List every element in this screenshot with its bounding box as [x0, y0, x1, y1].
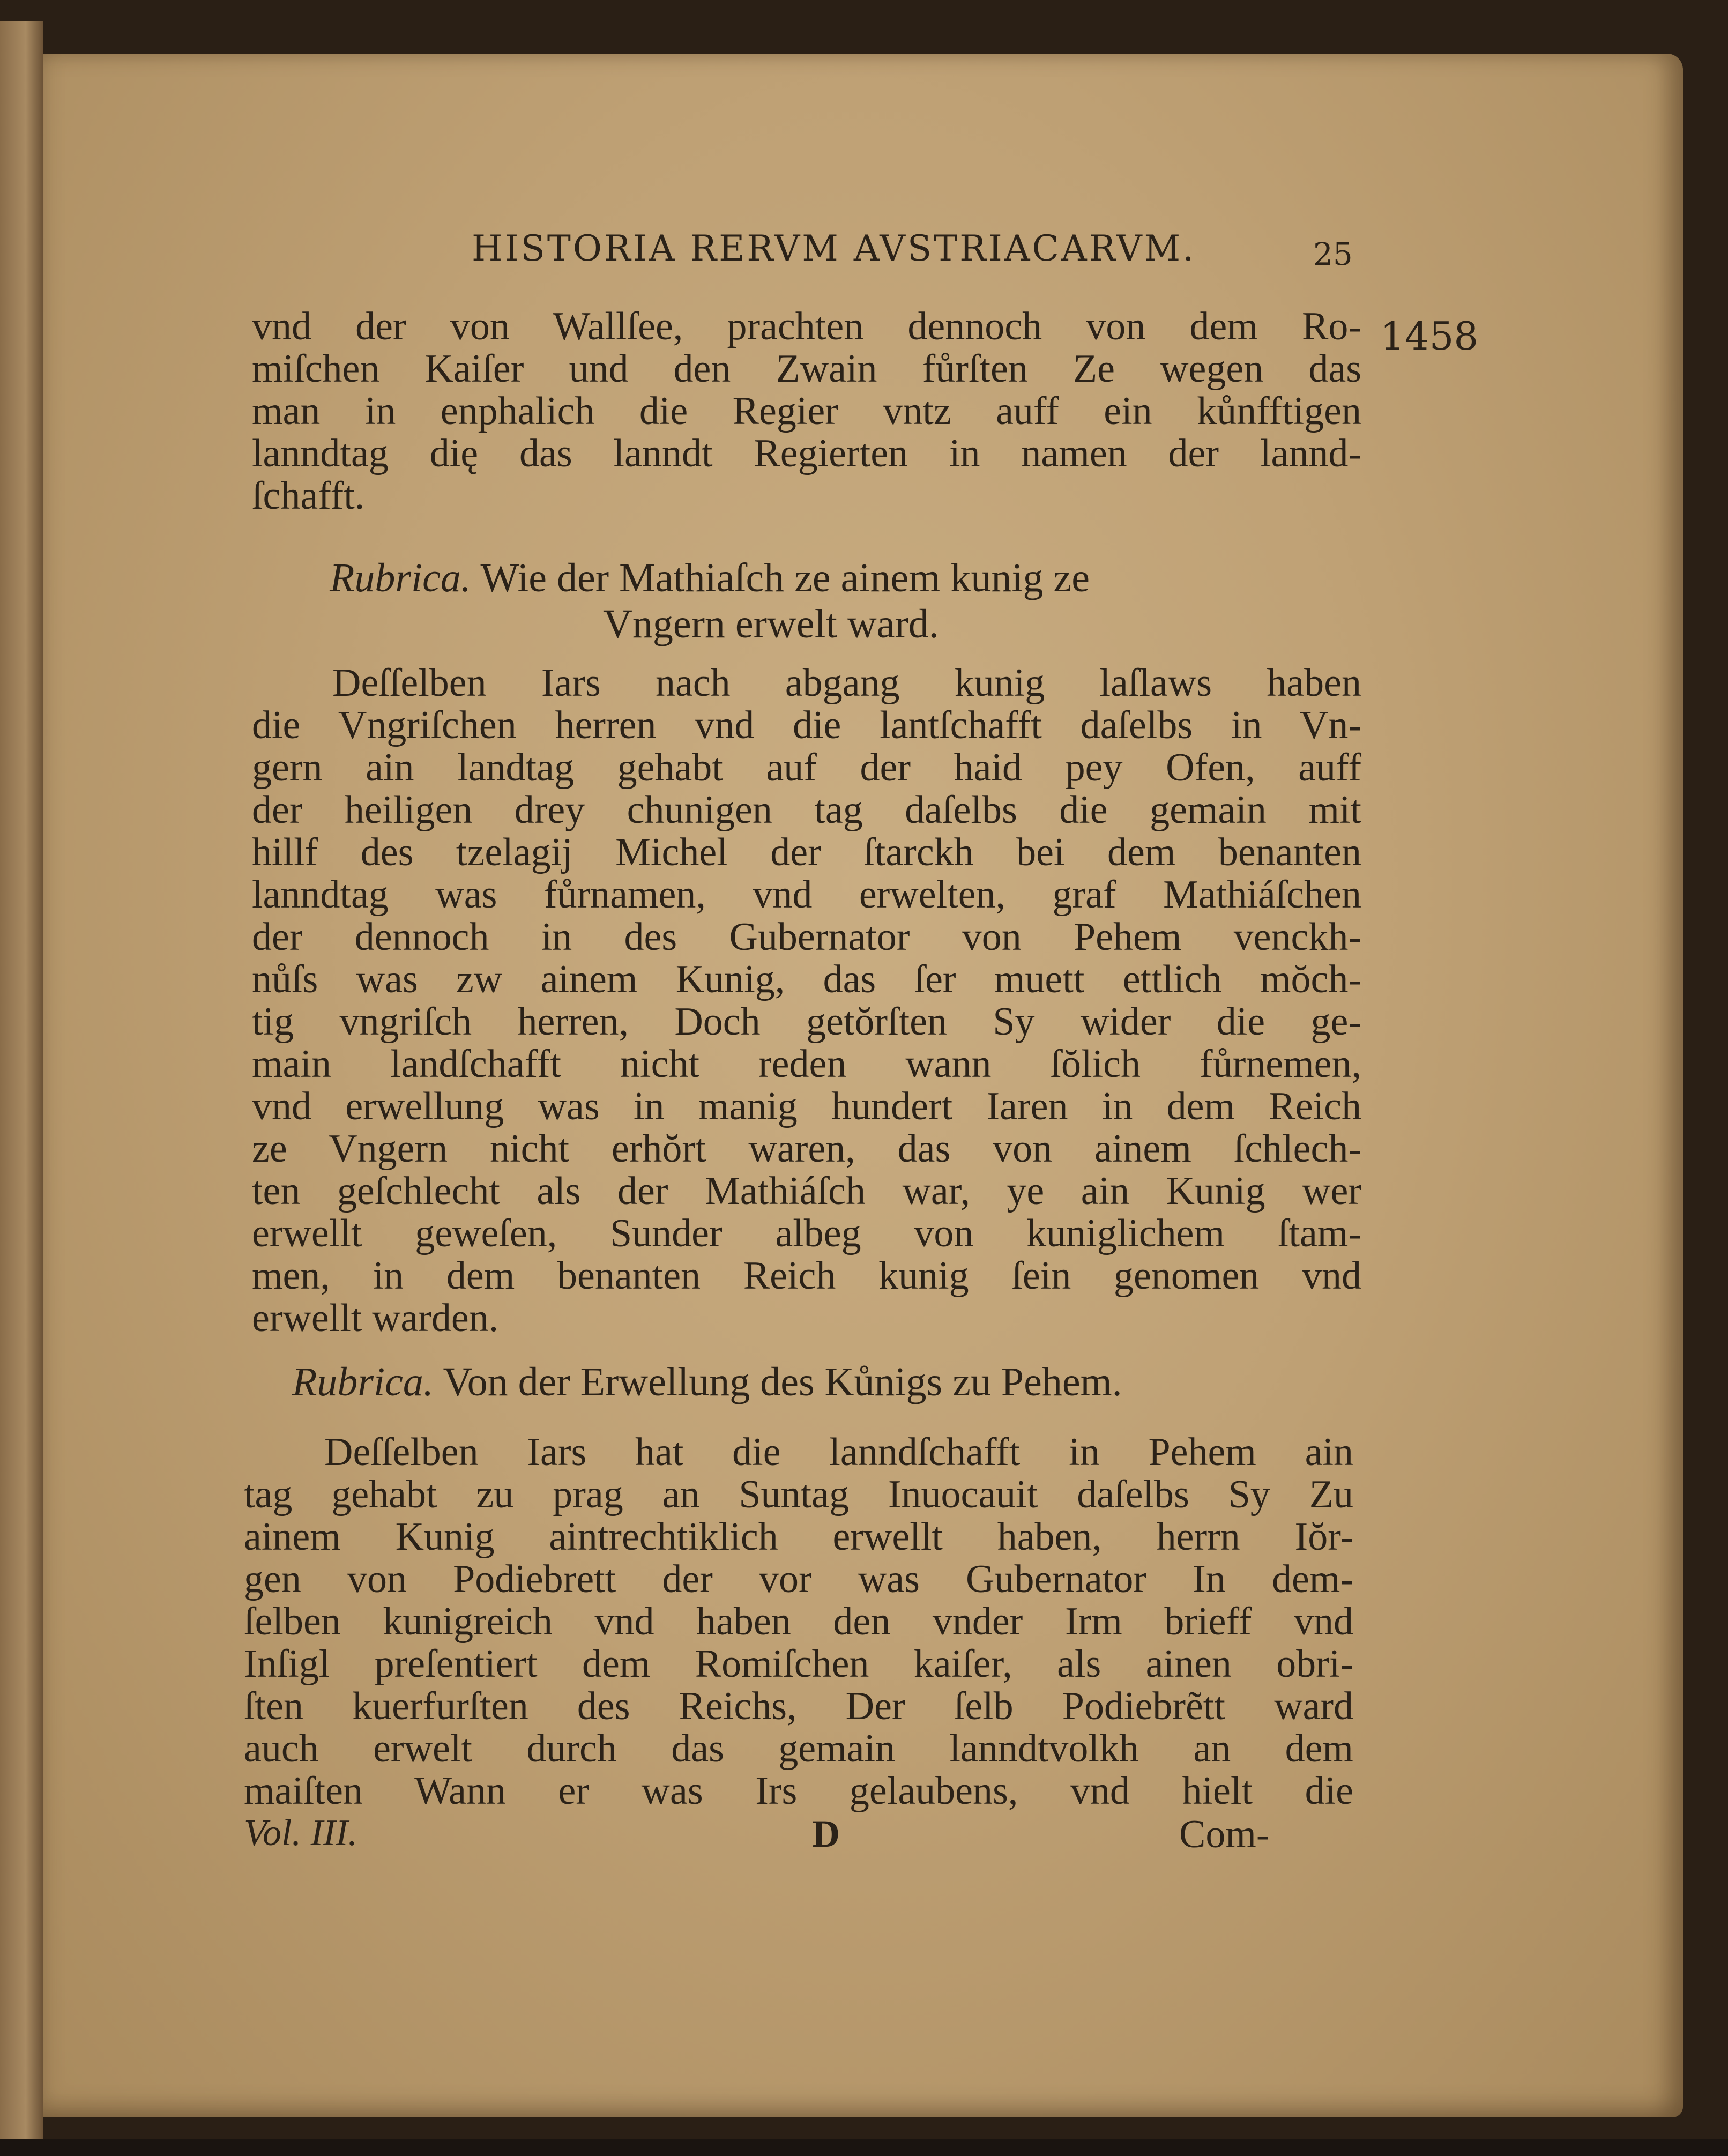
text-line: Deſſelben Iars hat die lanndſchafft in Pehem ain [324, 1430, 1353, 1474]
running-title: HISTORIA RERVM AVSTRIACARVM. [472, 228, 1196, 269]
rubric-title-line2: Vngern erwelt ward. [603, 601, 939, 646]
text-line: lanndtag was fůrnamen, vnd erwelten, graf Mathiáſchen [252, 873, 1361, 917]
text-line: vnd erwellung was in manig hundert Iaren in dem Reich [252, 1084, 1361, 1128]
text-line: maiſten Wann er was Irs gelaubens, vnd hielt die [244, 1769, 1353, 1813]
text-line: die Vngriſchen herren vnd die lantſchafft daſelbs in Vn- [252, 703, 1361, 747]
scan-bottom-edge [0, 2139, 1728, 2156]
left-page-edge [0, 21, 43, 2156]
text-line: auch erwelt durch das gemain lanndtvolkh an dem [244, 1727, 1353, 1771]
page-number: 25 [1313, 236, 1353, 272]
text-line: hillf des tzelagij Michel der ſtarckh bei dem benanten [252, 830, 1361, 874]
text-line: der dennoch in des Gubernator von Pehem venckh- [252, 915, 1361, 959]
text-line: lanndtag dię das lanndt Regierten in namen der lannd- [252, 432, 1361, 475]
text-line: der heiligen drey chunigen tag daſelbs die gemain mit [252, 788, 1361, 832]
text-line: ſchafft. [252, 474, 365, 518]
text-line: Inſigl preſentiert dem Romiſchen kaiſer, als ainen obri- [244, 1642, 1353, 1686]
text-line: tig vngriſch herren, Doch getŏrſten Sy wider die ge- [252, 1000, 1361, 1044]
text-line: nůſs was zw ainem Kunig, das ſer muett ettlich mŏch- [252, 957, 1361, 1001]
paragraph-2 [252, 662, 1361, 1340]
text-line: tag gehabt zu prag an Suntag Inuocauit daſelbs Sy Zu [244, 1473, 1353, 1516]
text-line: main landſchafft nicht reden wann ſŏlich fůrnemen, [252, 1042, 1361, 1086]
text-line: ſelben kunigreich vnd haben den vnder Irm brieff vnd [244, 1600, 1353, 1644]
text-line: vnd der von Wallſee, prachten dennoch von dem Ro- [252, 304, 1361, 348]
rubric-label: Rubrica. [292, 1359, 434, 1404]
text-line: ainem Kunig aintrechtiklich erwellt haben, herrn Iŏr- [244, 1515, 1353, 1559]
text-line: erwellt warden. [252, 1296, 499, 1340]
paragraph-3 [244, 1431, 1353, 1812]
rubric-heading-2 [292, 1359, 1364, 1405]
text-line: erwellt geweſen, Sunder albeg von kuniglichem ſtam- [252, 1211, 1361, 1255]
volume-label: Vol. III. [244, 1812, 357, 1854]
text-line: gern ain landtag gehabt auf der haid pey Ofen, auff [252, 746, 1361, 790]
rubric-title: Von der Erwellung des Kůnigs zu Pehem. [443, 1359, 1122, 1404]
rubric-heading-1 [330, 555, 1348, 647]
catchword: Com- [1179, 1812, 1270, 1856]
text-line: ze Vngern nicht erhŏrt waren, das von ainem ſchlech- [252, 1127, 1361, 1171]
text-line: ten geſchlecht als der Mathiáſch war, ye ain Kunig wer [252, 1169, 1361, 1213]
rubric-label: Rubrica. [330, 555, 471, 600]
text-line: gen von Podiebrett der vor was Gubernator In dem- [244, 1557, 1353, 1601]
text-line: miſchen Kaiſer und den Zwain fůrſten Ze wegen das [252, 347, 1361, 391]
paragraph-1 [252, 306, 1361, 517]
text-line: men, in dem benanten Reich kunig ſein genomen vnd [252, 1254, 1361, 1298]
signature-mark: D [812, 1812, 840, 1855]
text-line: Deſſelben Iars nach abgang kunig laſlaws haben [332, 661, 1361, 705]
text-line: man in enphalich die Regier vntz auff ein kůnfftigen [252, 389, 1361, 433]
rubric-title-line1: Wie der Mathiaſch ze ainem kunig ze [480, 555, 1090, 600]
text-line: ſten kuerfurſten des Reichs, Der ſelb Podiebrẽtt ward [244, 1684, 1353, 1728]
margin-year: 1458 [1380, 314, 1479, 359]
